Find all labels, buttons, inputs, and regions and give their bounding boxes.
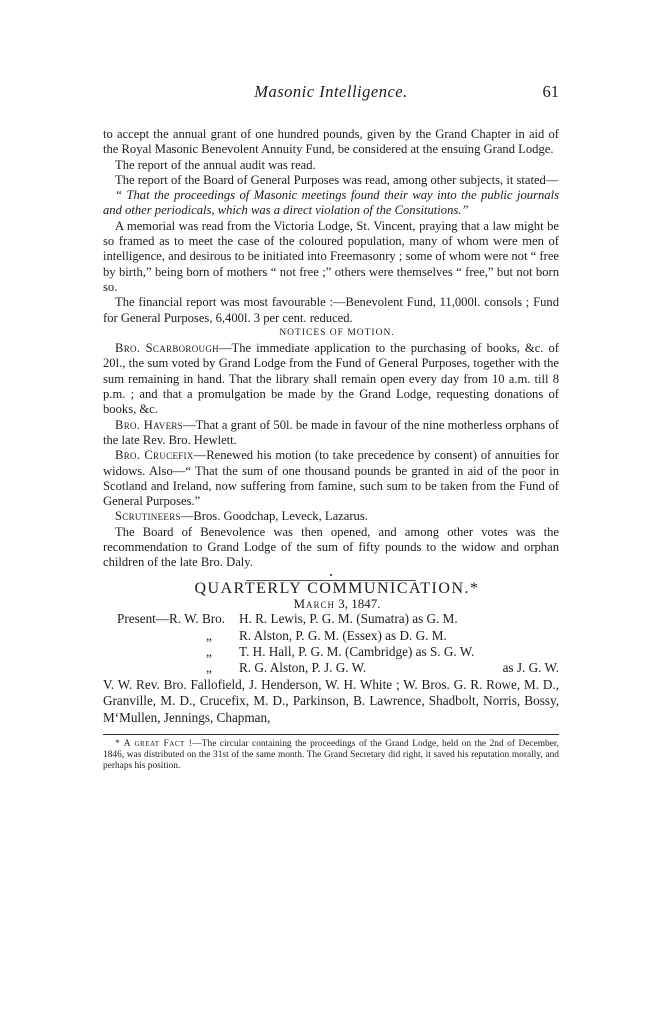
footnote [103,739,559,772]
motion-text: —Renewed his motion (to take precedence by consent) of annuities for widows. Also—“ That the sum of one thousand pounds be granted in aid of the poor in Scotland and Ireland, now suffering from famine, such sum to be taken from the Fund of General Purposes.” [103,448,559,509]
motion-name: Bro. Scarborough [115,341,219,356]
motion-havers [103,418,559,449]
paragraph-board-report: The report of the Board of General Purposes was read, among other subjects, it stated— [115,172,559,187]
paragraph-financial-report: The financial report was most favourable :—Benevolent Fund, 11,000l. consols ; Fund for General Purposes, 6,400l. 3 per cent. reduced. [103,295,559,325]
attendee-office: T. H. Hall, P. G. M. (Cambridge) as S. G. W. [239,643,475,659]
page-number: 61 [542,82,559,101]
quoted-statement-text: “ That the proceedings of Masonic meetings found their way into the public journals and other periodicals, which was a direct violation of the Consitutions.” [103,188,559,218]
date-rest: 3, 1847. [338,595,381,611]
body-text [103,127,559,772]
ornament-dot: • [329,570,333,580]
paragraph-grand-chapter-grant: to accept the annual grant of one hundred pounds, given by the Grand Chapter in aid of the Royal Masonic Benevolent Annuity Fund, be considered at the ensuing Grand Lodge. [103,127,559,157]
attendee-names: V. W. Rev. Bro. Fallofield, J. Henderson, W. H. White ; W. Bros. G. R. Rowe, M. D., Granville, M. D., Crucefix, M. D., Parkinson, B. Lawrence, Shadbolt, Norris, Bossy, M‘Mullen, Jennings, Chapman, [103,676,559,725]
footnote-lead: * A great Fact ! [115,738,193,749]
motion-text: —The immediate application to the purchasing of books, &c. of 20l., the sum voted by Grand Lodge from the Fund of General Purposes, together with the sum remaining in hand. That the library shall remain open every day from 10 a.m. till 8 p.m. ; and that a promulgation be made by the Grand Lodge, requesting donations of books, &c. [103,341,559,417]
motion-name: Bro. Crucefix [115,448,194,463]
date-month: March [293,595,336,611]
attendance-list [103,611,559,726]
motion-scrutineers [103,509,559,524]
attendee-office: H. R. Lewis, P. G. M. (Sumatra) as G. M. [239,611,458,627]
ditto-mark: „ [206,643,212,659]
attendee-role: as J. G. W. [502,660,559,676]
motion-scarborough [103,341,559,417]
page-header [103,82,559,104]
paragraph-victoria-lodge-memorial: A memorial was read from the Victoria Lodge, St. Vincent, praying that a law might be so framed as to meet the case of the coloured population, many of whom were men of intelligence, and desirous to be initiated into Freemasonry ; some of whom were not “ free by birth,” being born of mothers “ not free ;” others were themselves “ free,” but not born so. [103,218,559,294]
paragraph-board-of-benevolence: The Board of Benevolence was then opened, and among other votes was the recommendation to Grand Lodge of the sum of fifty pounds to the widow and orphan children of the late Bro. Daly. [103,524,559,570]
motion-name: Scrutineers [115,509,181,524]
attendee-office: R. G. Alston, P. J. G. W. [239,660,367,676]
footnote-text: —The circular containing the proceedings of the Grand Lodge, held on the 2nd of December, 1846, was distributed on the 31st of the same month. The Grand Secretary did right, it saved his reputation morally, and perhaps his position. [103,738,559,771]
motion-name: Bro. Havers [115,417,183,432]
running-title: Masonic Intelligence. [254,82,408,101]
ditto-mark: „ [206,627,212,643]
paragraph-annual-audit: The report of the annual audit was read. [115,157,316,172]
paragraph-quoted-statement [103,188,559,219]
attendance-row [103,628,559,644]
notices-of-motion-heading: NOTICES OF MOTION. [279,327,395,338]
motion-text: —Bros. Goodchap, Leveck, Lazarus. [180,509,368,524]
footnote-divider [103,734,559,735]
attendee-office: R. Alston, P. G. M. (Essex) as D. G. M. [239,627,447,643]
quarterly-communication-heading: QUARTERLY COMMUNICATION.* [194,579,480,597]
motion-text: —That a grant of 50l. be made in favour of the nine motherless orphans of the late Rev. Bro. Hewlett. [103,417,559,447]
attendance-row [103,660,559,676]
attendance-row [103,611,559,627]
meeting-date [103,596,559,611]
attendance-row [103,644,559,660]
ditto-mark: „ [206,660,212,676]
present-label: Present—R. W. Bro. [117,611,226,627]
motion-crucefix [103,448,559,509]
